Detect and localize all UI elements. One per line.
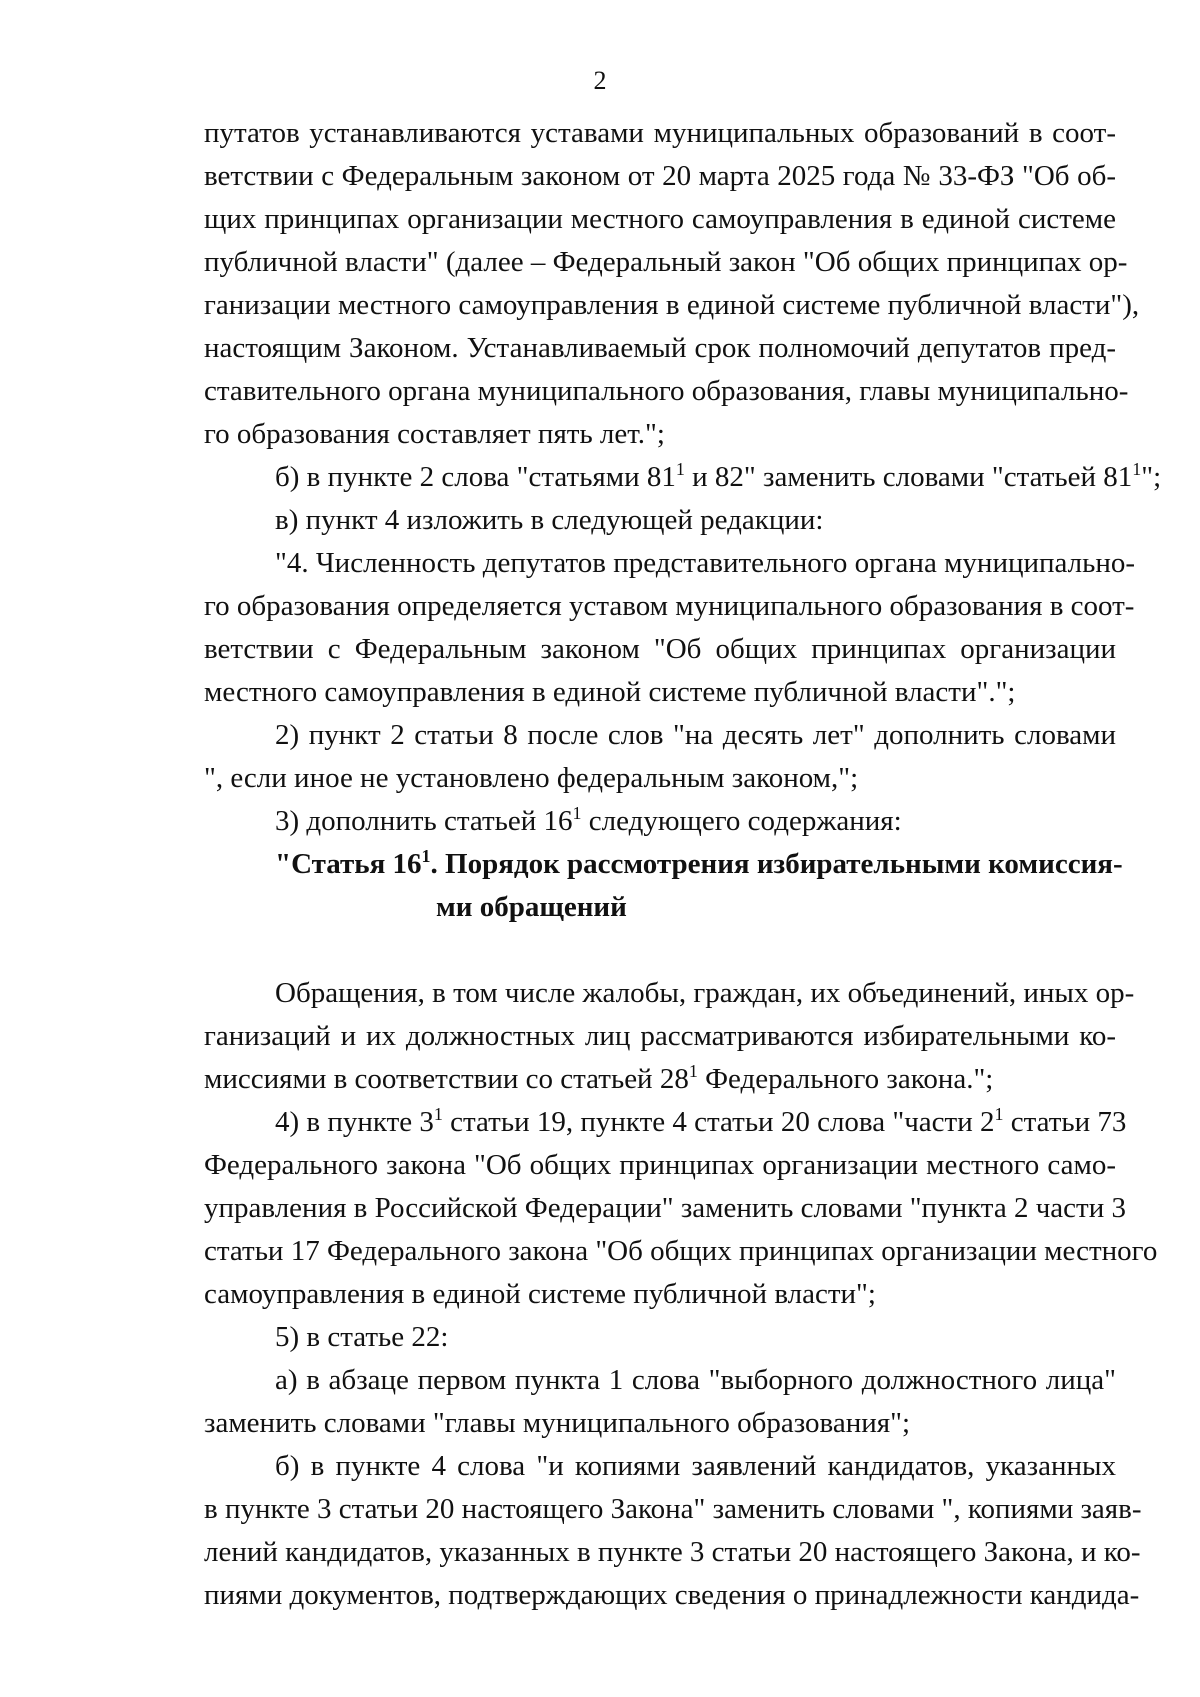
text-line: статьи 17 Федерального закона "Об общих принципах организации местного <box>204 1235 1158 1267</box>
text-span: 4) в пункте 3 <box>275 1106 434 1138</box>
text-line: а) в абзаце первом пункта 1 слова "выборного должностного лица" <box>275 1364 1116 1396</box>
text-line: го образования составляет пять лет."; <box>204 418 665 450</box>
text-line <box>204 456 1162 499</box>
superscript: 1 <box>688 1061 698 1081</box>
superscript: 1 <box>1132 459 1142 479</box>
text-line: го образования определяется уставом муниципального образования в соот- <box>204 590 1135 622</box>
document-body <box>204 112 1162 1617</box>
text-line: ганизации местного самоуправления в единой системе публичной власти"), <box>204 289 1140 321</box>
text-line: щих принципах организации местного самоуправления в единой системе <box>204 203 1116 235</box>
superscript: 1 <box>572 803 582 823</box>
text-line <box>204 800 1116 843</box>
text-line: заменить словами "главы муниципального образования"; <box>204 1407 910 1439</box>
text-line: ", если иное не установлено федеральным законом,"; <box>204 762 859 794</box>
text-line: пиями документов, подтверждающих сведения о принадлежности кандида- <box>204 1579 1140 1611</box>
text-span: и 82" заменить словами "статьей 81 <box>684 461 1133 493</box>
superscript: 1 <box>994 1104 1004 1124</box>
page-number: 2 <box>593 66 607 95</box>
text-line: Федерального закона "Об общих принципах организации местного само- <box>204 1149 1116 1181</box>
text-span: Федерального закона."; <box>697 1063 994 1095</box>
text-line: 2) пункт 2 статьи 8 после слов "на десять лет" дополнить словами <box>275 719 1116 751</box>
text-line: б) в пункте 4 слова "и копиями заявлений кандидатов, указанных <box>275 1450 1116 1482</box>
text-line: Обращения, в том числе жалобы, граждан, их объединений, иных ор- <box>275 977 1135 1009</box>
text-line: ветствии с Федеральным законом "Об общих принципах организации <box>204 633 1116 665</box>
text-line: управления в Российской Федерации" заменить словами "пункта 2 части 3 <box>204 1192 1126 1224</box>
superscript: 1 <box>675 459 685 479</box>
text-span: "; <box>1141 461 1162 493</box>
article-heading <box>204 843 1123 886</box>
text-line <box>204 1058 1116 1101</box>
text-line: в пункте 3 статьи 20 настоящего Закона" заменить словами ", копиями заяв- <box>204 1493 1142 1525</box>
superscript: 1 <box>433 1104 443 1124</box>
text-span: миссиями в соответствии со статьей 28 <box>204 1063 689 1095</box>
text-line: лений кандидатов, указанных в пункте 3 статьи 20 настоящего Закона, и ко- <box>204 1536 1141 1568</box>
text-line: "4. Численность депутатов представительного органа муниципально- <box>275 547 1136 579</box>
text-span: следующего содержания: <box>581 805 902 837</box>
text-line: в) пункт 4 изложить в следующей редакции: <box>275 504 824 536</box>
article-heading-continuation: ми обращений <box>436 891 627 923</box>
text-line: публичной власти" (далее – Федеральный закон "Об общих принципах ор- <box>204 246 1128 278</box>
text-line: путатов устанавливаются уставами муниципальных образований в соот- <box>204 117 1116 149</box>
superscript: 1 <box>421 846 431 866</box>
text-line <box>204 1101 1127 1144</box>
text-line: настоящим Законом. Устанавливаемый срок полномочий депутатов пред- <box>204 332 1116 364</box>
text-line: местного самоуправления в единой системе публичной власти"."; <box>204 676 1016 708</box>
text-line: ветствии с Федеральным законом от 20 марта 2025 года № 33-ФЗ "Об об- <box>204 160 1116 192</box>
text-line: 5) в статье 22: <box>275 1321 449 1353</box>
heading-span: "Статья 16 <box>275 848 422 880</box>
text-line: самоуправления в единой системе публичной власти"; <box>204 1278 876 1310</box>
text-line: ганизаций и их должностных лиц рассматриваются избирательными ко- <box>204 1020 1116 1052</box>
text-span: 3) дополнить статьей 16 <box>275 805 573 837</box>
heading-span: . Порядок рассмотрения избирательными комиссия- <box>430 848 1123 880</box>
text-line: ставительного органа муниципального образования, главы муниципально- <box>204 375 1129 407</box>
text-span: б) в пункте 2 слова "статьями 81 <box>275 461 676 493</box>
text-span: статьи 19, пункте 4 статьи 20 слова "части 2 <box>442 1106 995 1138</box>
text-span: статьи 73 <box>1003 1106 1127 1138</box>
paragraph-gap <box>204 929 1116 972</box>
